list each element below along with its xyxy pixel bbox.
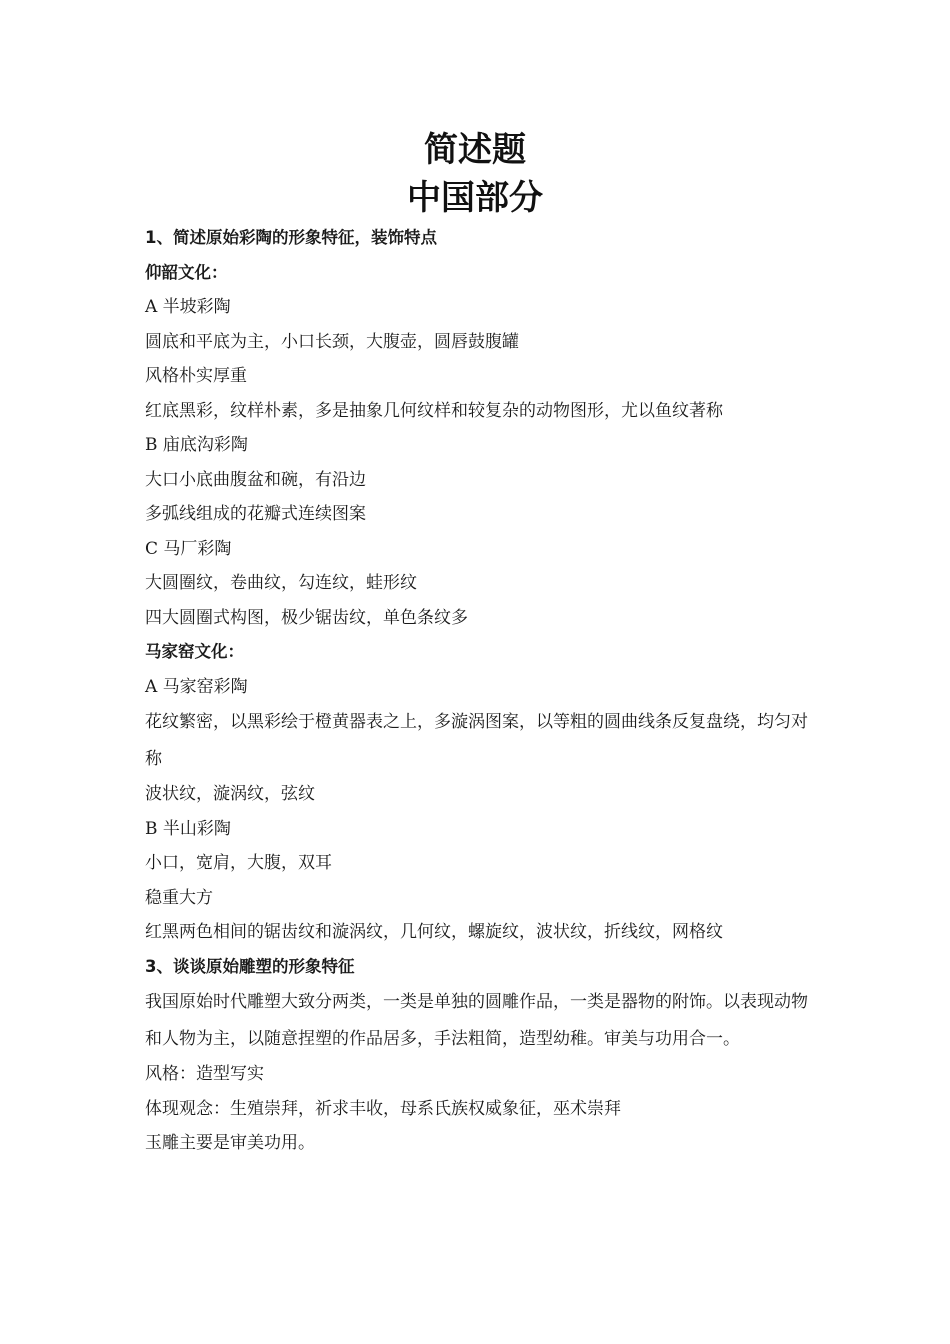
paragraph-line: 波状纹，漩涡纹，弦纹: [145, 784, 315, 804]
section-heading: 1、简述原始彩陶的形象特征，装饰特点: [145, 228, 437, 247]
paragraph-line: 大口小底曲腹盆和碗，有沿边: [145, 469, 366, 490]
paragraph-line: B 庙底沟彩陶: [145, 435, 248, 455]
section-heading: 马家窑文化：: [145, 642, 244, 661]
paragraph-line: B 半山彩陶: [145, 818, 231, 839]
document-body: [145, 221, 810, 1161]
paragraph-line: 花纹繁密，以黑彩绘于橙黄器表之上，多漩涡图案，以等粗的圆曲线条反复盘绕，均匀对称: [145, 712, 808, 769]
paragraph-line: 多弧线组成的花瓣式连续图案: [145, 504, 366, 524]
section-heading: 3、谈谈原始雕塑的形象特征: [145, 956, 355, 976]
paragraph-line: A 半坡彩陶: [145, 297, 231, 317]
paragraph-line: 我国原始时代雕塑大致分两类，一类是单独的圆雕作品，一类是器物的附饰。以表现动物和人物为主，以随意捏塑的作品居多，手法粗简，造型幼稚。审美与功用合一。: [145, 992, 808, 1049]
paragraph-line: 玉雕主要是审美功用。: [145, 1133, 315, 1153]
paragraph-line: 红底黑彩，纹样朴素，多是抽象几何纹样和较复杂的动物图形，尤以鱼纹著称: [145, 400, 723, 421]
paragraph-line: 大圆圈纹，卷曲纹，勾连纹，蛙形纹: [145, 573, 417, 593]
paragraph-line: 稳重大方: [145, 887, 213, 908]
paragraph-line: A 马家窑彩陶: [145, 676, 248, 697]
paragraph-line: 红黑两色相间的锯齿纹和漩涡纹，几何纹，螺旋纹，波状纹，折线纹，网格纹: [145, 922, 723, 942]
paragraph-line: 小口，宽肩，大腹，双耳: [145, 853, 332, 873]
paragraph-line: C 马厂彩陶: [145, 538, 232, 559]
document-title: 简述题: [424, 130, 526, 170]
section-heading: 仰韶文化：: [145, 262, 228, 282]
paragraph-line: 风格朴实厚重: [145, 366, 247, 386]
paragraph-line: 体现观念：生殖崇拜，祈求丰收，母系氏族权威象征，巫术崇拜: [145, 1098, 621, 1119]
paragraph-line: 风格：造型写实: [145, 1064, 264, 1084]
paragraph-line: 圆底和平底为主，小口长颈，大腹壶，圆唇鼓腹罐: [145, 331, 519, 352]
paragraph-line: 四大圆圈式构图，极少锯齿纹，单色条纹多: [145, 607, 468, 628]
document-subtitle: 中国部分: [407, 178, 543, 218]
